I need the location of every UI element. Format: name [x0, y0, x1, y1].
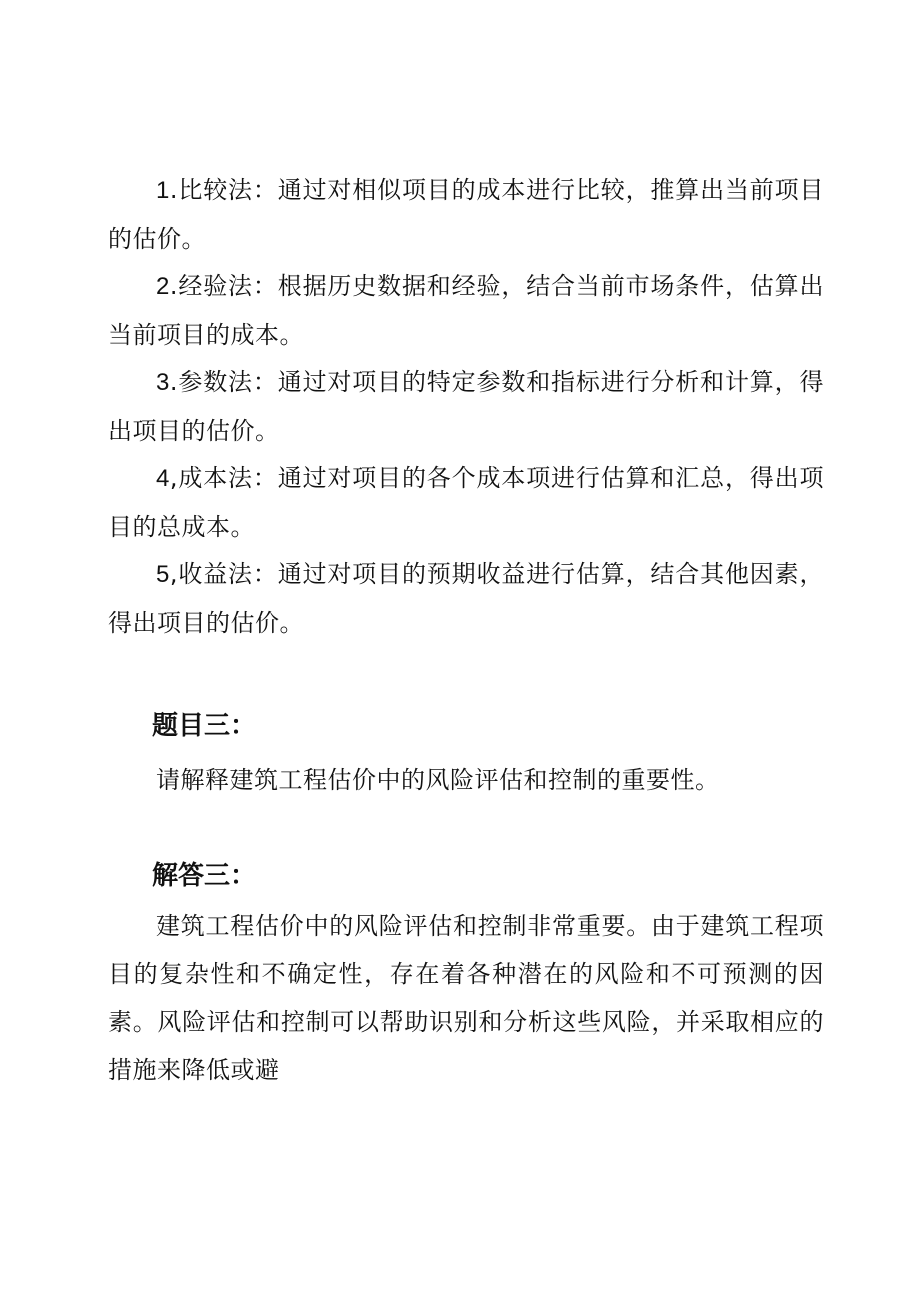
method-text: 成本法：通过对项目的各个成本项进行估算和汇总，得出项目的总成本。: [108, 464, 824, 541]
method-number: 5: [156, 561, 170, 588]
method-item-3: [108, 358, 824, 455]
method-separator: .: [169, 272, 178, 300]
method-item-5: [108, 550, 824, 647]
method-item-1: [108, 166, 824, 263]
method-text: 收益法：通过对项目的预期收益进行估算，结合其他因素，得出项目的估价。: [108, 560, 824, 637]
method-separator: ,: [169, 560, 178, 588]
method-text: 参数法：通过对项目的特定参数和指标进行分析和计算，得出项目的估价。: [108, 368, 824, 445]
method-text: 比较法：通过对相似项目的成本进行比较，推算出当前项目的估价。: [108, 176, 824, 253]
method-number: 3: [156, 369, 170, 396]
method-number: 1: [156, 177, 170, 204]
method-item-2: [108, 262, 824, 359]
method-separator: ,: [169, 464, 178, 492]
method-separator: .: [169, 368, 178, 396]
method-separator: .: [169, 176, 178, 204]
method-text: 经验法：根据历史数据和经验，结合当前市场条件，估算出当前项目的成本。: [108, 272, 824, 349]
answer-3-heading: 解答三：: [152, 861, 257, 891]
method-number: 2: [156, 273, 170, 300]
method-number: 4: [156, 465, 170, 492]
answer-3-text: 建筑工程估价中的风险评估和控制非常重要。由于建筑工程项目的复杂性和不确定性，存在着各种潜在的风险和不可预测的因素。风险评估和控制可以帮助识别和分析这些风险，并采取相应的措施来降低或避: [108, 912, 824, 1084]
method-item-4: [108, 454, 824, 551]
question-3-heading: 题目三：: [152, 711, 257, 741]
question-3-text: 请解释建筑工程估价中的风险评估和控制的重要性。: [156, 766, 720, 794]
